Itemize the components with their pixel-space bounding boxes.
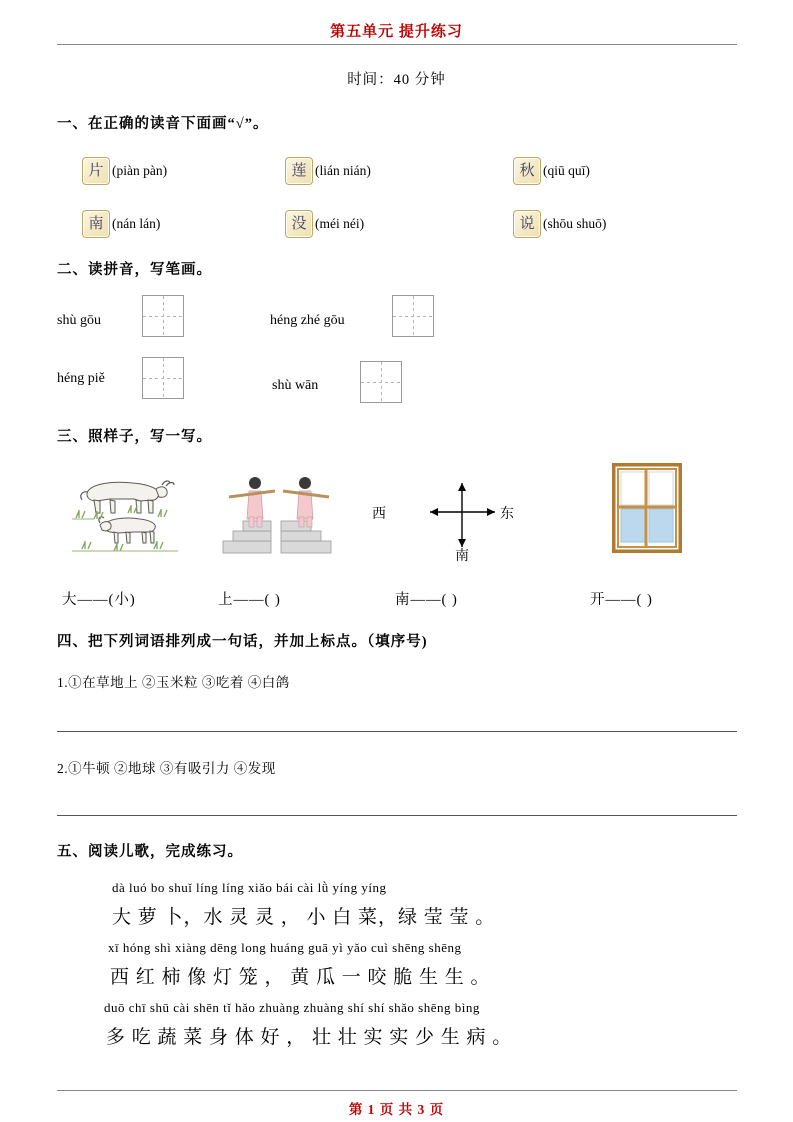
footer-divider: [57, 1090, 737, 1091]
seal-char-icon: 莲: [285, 157, 313, 185]
picture-compass-directions: [372, 465, 525, 564]
song-line-1-pinyin: dà luó bo shuǐ líng líng xiǎo bái cài lǜ yíng yíng: [112, 880, 387, 895]
answer-pair-3[interactable]: 南——( ): [395, 592, 458, 608]
picture-open-window: [612, 463, 682, 553]
song-line-3-hanzi: 多 吃 蔬 菜 身 体 好 ， 壮 壮 实 实 少 生 病 。: [106, 1027, 513, 1048]
picture-big-and-small-cattle: [70, 461, 180, 556]
section-2-heading: 二、读拼音，写笔画。: [57, 262, 212, 278]
stroke-write-box-1[interactable]: [142, 295, 184, 337]
song-line-2-hanzi: 西 红 柿 像 灯 笼 ， 黄 瓜 一 咬 脆 生 生 。: [110, 967, 491, 988]
time-limit: 时间：40 分钟: [347, 72, 446, 88]
answer-line-1[interactable]: [57, 731, 737, 732]
seal-char-icon: 南: [82, 210, 110, 238]
song-line-2-pinyin: xī hóng shì xiàng dēng long huáng guā yì yǎo cuì shēng shēng: [108, 940, 462, 955]
stroke-write-box-4[interactable]: [360, 361, 402, 403]
page-footer: 第 1 页 共 3 页: [348, 1102, 445, 1117]
item-1-3: [513, 157, 590, 185]
seal-char-icon: 没: [285, 210, 313, 238]
stroke-write-box-2[interactable]: [392, 295, 434, 337]
compass-west-label: 西: [372, 507, 386, 522]
stroke-write-box-3[interactable]: [142, 357, 184, 399]
section-1-heading: 一、在正确的读音下面画“√”。: [57, 116, 269, 132]
pinyin-options[interactable]: (lián nián): [315, 163, 371, 178]
header-divider: [57, 44, 737, 45]
picture-up-and-down-stairs: [213, 461, 338, 556]
answer-pair-2[interactable]: 上——( ): [218, 592, 281, 608]
stroke-label-4: shù wān: [272, 378, 319, 393]
seal-char-icon: 说: [513, 210, 541, 238]
item-1-5: [285, 210, 364, 238]
section-4-heading: 四、把下列词语排列成一句话，并加上标点。（填序号): [57, 634, 428, 650]
sentence-order-question-1: 1.①在草地上 ②玉米粒 ③吃着 ④白鸽: [57, 675, 290, 690]
item-1-1: [82, 157, 167, 185]
item-1-6: [513, 210, 606, 238]
song-line-1-hanzi: 大 萝 卜，水 灵 灵 ， 小 白 菜，绿 莹 莹 。: [112, 907, 496, 928]
pinyin-options[interactable]: (qiū quī): [543, 163, 590, 178]
stroke-label-3: héng piě: [57, 371, 105, 386]
item-1-4: [82, 210, 160, 238]
seal-char-icon: 片: [82, 157, 110, 185]
pinyin-options[interactable]: (piàn pàn): [112, 163, 168, 178]
sentence-order-question-2: 2.①牛顿 ②地球 ③有吸引力 ④发现: [57, 761, 276, 776]
section-3-heading: 三、照样子，写一写。: [57, 429, 212, 445]
answer-pair-4[interactable]: 开——( ): [590, 592, 653, 608]
page-title: 第五单元 提升练习: [330, 24, 463, 40]
pinyin-options[interactable]: (nán lán): [112, 216, 161, 231]
compass-east-label: 东: [500, 507, 514, 522]
seal-char-icon: 秋: [513, 157, 541, 185]
stroke-label-1: shù gōu: [57, 313, 101, 328]
compass-south-label: 南: [455, 549, 469, 564]
song-line-3-pinyin: duō chī shū cài shēn tǐ hǎo zhuàng zhuàng shí shí shǎo shēng bìng: [104, 1000, 480, 1015]
answer-line-2[interactable]: [57, 815, 737, 816]
answer-pair-1[interactable]: 大——(小): [62, 592, 136, 608]
item-1-2: [285, 157, 371, 185]
section-5-heading: 五、阅读儿歌，完成练习。: [57, 844, 243, 860]
pinyin-options[interactable]: (shōu shuō): [543, 216, 607, 231]
stroke-label-2: héng zhé gōu: [270, 313, 345, 328]
pinyin-options[interactable]: (méi néi): [315, 216, 365, 231]
